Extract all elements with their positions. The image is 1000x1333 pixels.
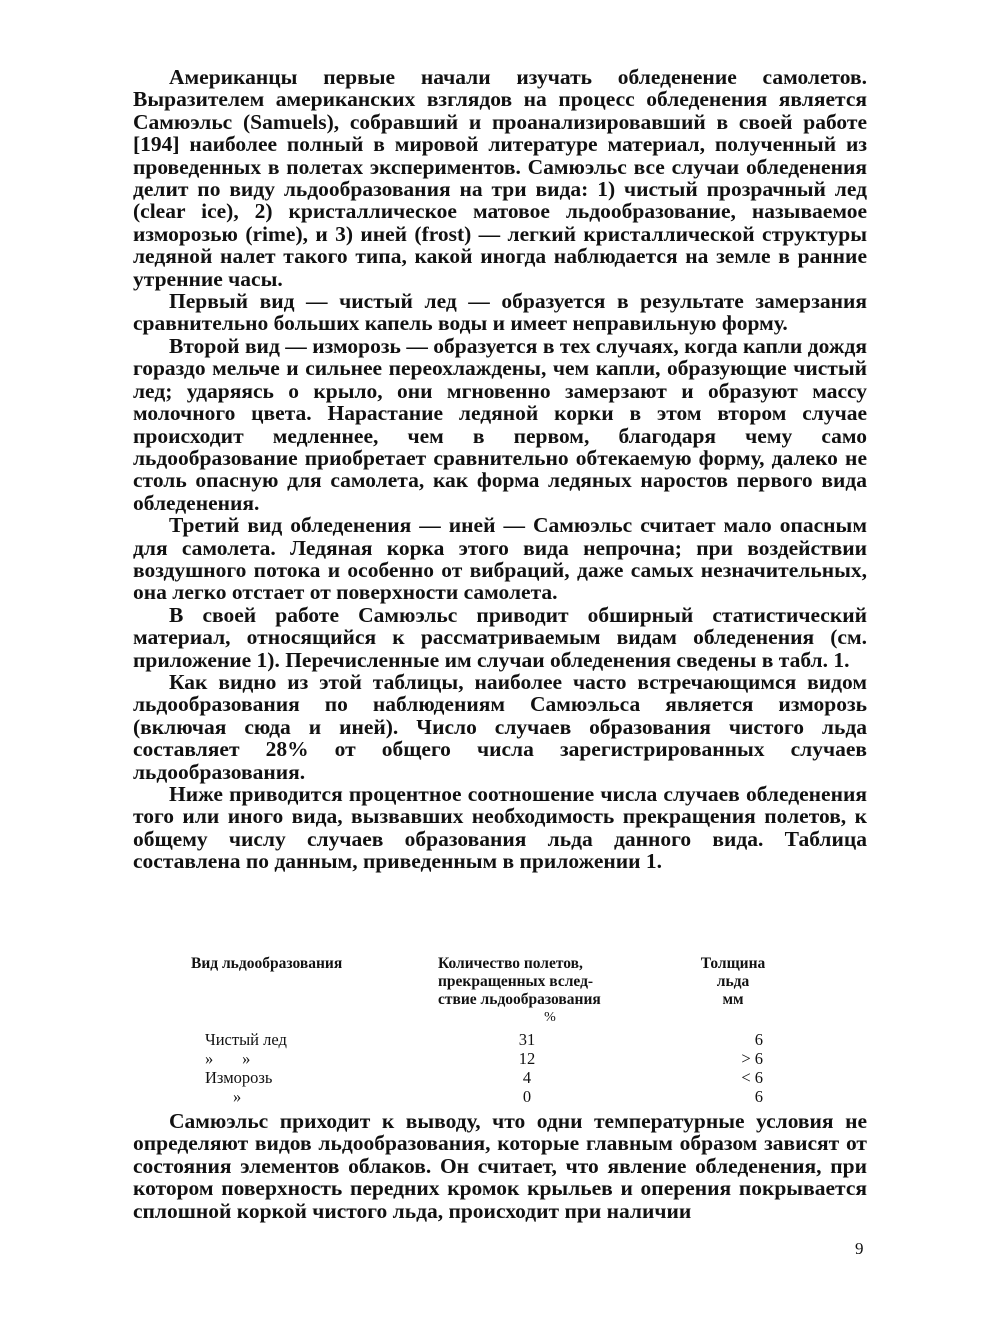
paragraph: Как видно из этой таблицы, наиболее часто встречающимся видом льдообразования по наблюдениям Самюэльса является изморозь (включая сюда и иней). Число случаев образования чистого льда составляет 28% от общего числа зарегистрированных случаев льдообразования.: [133, 669, 867, 784]
cell-thickness: < 6: [741, 1068, 763, 1087]
body-text-top: [133, 66, 867, 873]
cell-thickness: 6: [754, 1087, 763, 1106]
column-unit-percent: %: [544, 1010, 556, 1025]
cell-type: Чистый лед: [205, 1030, 287, 1049]
cell-thickness: > 6: [741, 1049, 763, 1068]
cell-type: Изморозь: [205, 1068, 273, 1087]
paragraph: Третий вид обледенения — иней — Самюэльс считает мало опасным для самолета. Ледяная корка этого вида непрочна; при воздействии воздушного потока и особенно от вибраций, даже самых незначительных, она легко отстает от поверхности самолета.: [133, 513, 867, 605]
column-header-flights: [438, 955, 658, 1009]
table-row: [175, 1088, 815, 1106]
cell-type: » »: [205, 1049, 251, 1068]
table-row: [175, 1050, 815, 1068]
cell-type: »: [233, 1087, 242, 1106]
column-header-line: Толщина: [700, 955, 766, 972]
body-text-bottom: [133, 1110, 867, 1222]
cell-thickness: 6: [754, 1030, 763, 1049]
cell-flights: 0: [522, 1087, 532, 1106]
paragraph: Второй вид — изморозь — образуется в тех случаях, когда капли дождя гораздо мельче и сильнее переохлаждены, чем капли, образующие чистый лед; ударяясь о крыло, они мгновенно замерзают и образуют массу молочного цвета. Нарастание ледяной корки в этом втором случае происходит медленнее, чем в первом, благодаря чему само льдообразование приобретает сравнительно обтекаемую форму, далеко не столь опасную для самолета, как форма ледяных наростов первого вида обледенения.: [133, 333, 867, 515]
column-header-line: прекращенных вслед-: [438, 973, 594, 990]
column-header-thickness: [683, 955, 783, 1009]
cell-flights: 31: [518, 1030, 536, 1049]
paragraph: В своей работе Самюэльс приводит обширный статистический материал, относящийся к рассматриваемым видам обледенения (см. приложение 1). Перечисленные им случаи обледенения сведены в табл. 1.: [133, 602, 867, 672]
column-header-line: Количество полетов,: [438, 955, 583, 972]
cell-flights: 12: [518, 1049, 536, 1068]
column-header-line: льда: [716, 973, 750, 990]
column-header-type: Вид льдообразования: [191, 955, 343, 972]
page-number: 9: [855, 1239, 864, 1258]
cell-flights: 4: [522, 1068, 532, 1087]
table-row: [175, 1069, 815, 1087]
paragraph: Первый вид — чистый лед — образуется в результате замерзания сравнительно больших капель воды и имеет неправильную форму.: [133, 289, 867, 336]
paragraph: Ниже приводится процентное соотношение числа случаев обледенения того или иного вида, вызвавших необходимость прекращения полетов, к общему числу случаев образования льда данного вида. Таблица составлена по данным, приведенным в приложении 1.: [133, 782, 867, 874]
paragraph: Американцы первые начали изучать обледенение самолетов. Выразителем американских взглядов на процесс обледенения является Самюэльс (Samuels), собравший и проанализировавший в своей работе [194] наиболее полный в мировой литературе материал, полученный из проведенных в полетах экспериментов. Самюэльс все случаи обледенения делит по виду льдообразования на три вида: 1) чистый прозрачный лед (clear ice), 2) кристаллическое матовое льдообразование, называемое изморозью (rime), и 3) иней (frost) — легкий кристаллической структуры ледяной налет такого типа, какой иногда наблюдается на земле в ранние утренние часы.: [133, 65, 867, 291]
column-header-line: мм: [722, 991, 744, 1008]
table-row: [175, 1031, 815, 1049]
paragraph: Самюэльс приходит к выводу, что одни температурные условия не определяют видов льдообразования, которые главным образом зависят от состояния элементов облаков. Он считает, что явление обледенения, при котором поверхность передних кромок крыльев и оперения покрывается сплошной коркой чистого льда, происходит при наличии: [133, 1109, 867, 1223]
column-header-line: ствие льдообразования: [438, 991, 601, 1008]
